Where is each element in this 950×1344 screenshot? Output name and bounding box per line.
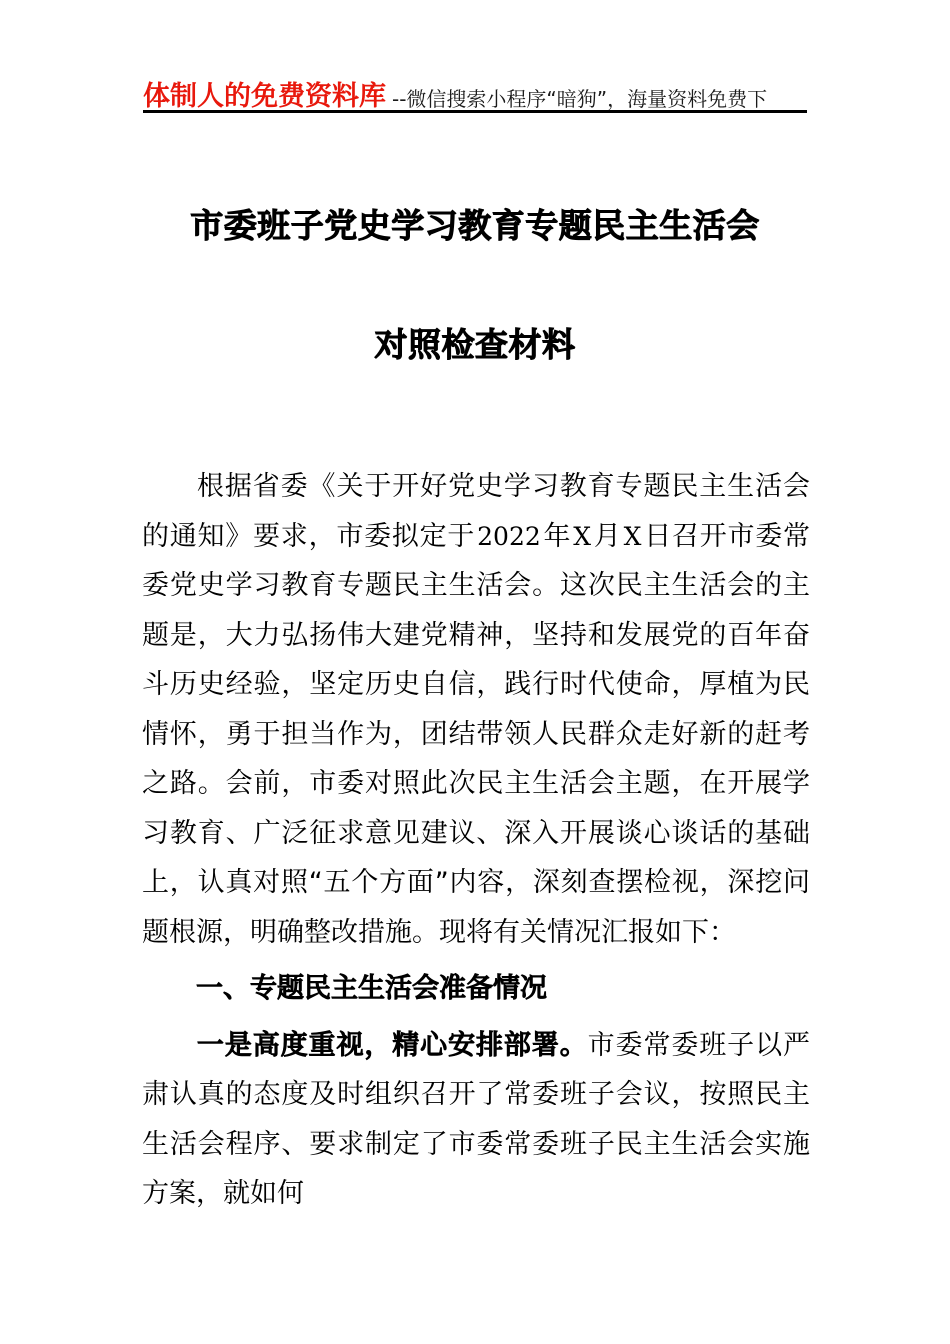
promo-tagline-label: --微信搜索小程序“暗狗”，海量资料免费下 (392, 87, 768, 111)
promo-brand-label: 体制人的免费资料库 (143, 81, 386, 112)
subsection-1-bold-lead: 一是高度重视，精心安排部署。 (196, 1029, 588, 1061)
document-title-line-1: 市委班子党史学习教育专题民主生活会 (190, 206, 760, 245)
section-heading-1 (142, 957, 810, 1014)
section-heading-1-label: 一、专题民主生活会准备情况 (196, 973, 547, 1004)
document-title-line-2: 对照检查材料 (374, 325, 576, 364)
paragraph-intro-text (142, 471, 810, 948)
paragraph-subsection-1 (142, 1014, 810, 1219)
inline-latin-run: X (623, 521, 642, 551)
inline-text-run: 年 (542, 520, 572, 552)
paragraph-intro (142, 462, 810, 957)
header-divider-rule (143, 110, 807, 113)
document-title-block (142, 196, 808, 375)
promo-header (143, 56, 807, 110)
inline-latin-run: X (573, 521, 592, 551)
inline-latin-run: 2022 (477, 521, 541, 551)
document-body (142, 462, 810, 1219)
inline-text-run: 日召开市委常委党史学习教育专题民主生活会。这次民主生活会的主题是，大力弘扬伟大建党精神，坚持和发展党的百年奋斗历史经验，坚定历史自信，践行时代使命，厚植为民情怀，勇于担当作为，团结带领人民群众走好新的赶考之路。会前，市委对照此次民主生活会主题，在开展学习教育、广泛征求意见建议、深入开展谈心谈话的基础上，认真对照“五个方面”内容，深刻查摆检视，深挖问题根源，明确整改措施。现将有关情况汇报如下： (142, 520, 811, 948)
inline-text-run: 月 (593, 520, 622, 552)
inline-text-run: 根据省委《关于开好党史学习教育专题民主生活会的通知》要求，市委拟定于 (142, 471, 810, 552)
subsection-1-body: 市委常委班子以严肃认真的态度及时组织召开了常委班子会议，按照民主生活会程序、要求制定了市委常委班子民主生活会实施方案，就如何 (142, 1029, 811, 1209)
